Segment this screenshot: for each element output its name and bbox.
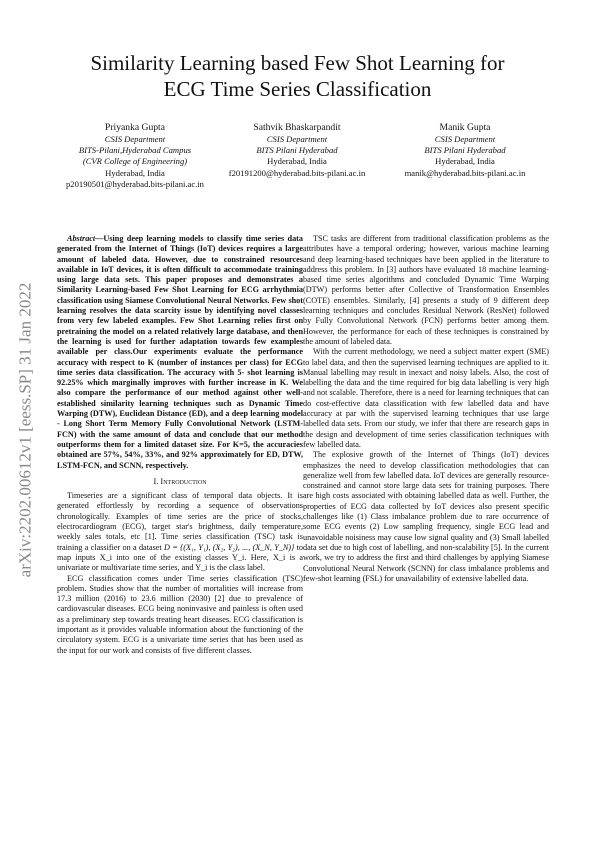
author-name: Sathvik Bhaskarpandit [253,122,341,133]
left-column [57,234,303,656]
arxiv-stamp-text: arXiv:2202.00612v1 [eess.SP] 31 Jan 2022 [15,282,34,578]
author-institution-2: (CVR College of Engineering) [82,156,188,167]
author-3 [370,122,560,179]
author-2 [202,122,392,179]
author-name: Manik Gupta [439,122,491,133]
intro-p1-text-b: to map inputs X_i into one of the existing classes Y_i. Here, X_i is a univariate or multivariate time series, and Y_i is the class label. [57,542,303,573]
author-institution: BITS Pilani Hyderabad [424,145,506,156]
paper-title [40,50,555,102]
title-line-2: ECG Time Series Classification [163,77,432,101]
author-institution: BITS Pilani Hyderabad [256,145,338,156]
dataset-equation: D = {(X₁, Y₁), (X₂, Y₂), ..., (X_N, Y_N)} [164,542,295,552]
author-city: Hyderabad, India [267,156,327,167]
section-heading-introduction: I. Introduction [153,476,207,486]
arxiv-stamp [10,220,40,640]
abstract [57,234,303,471]
author-dept: CSIS Department [434,134,496,144]
intro-paragraph-1 [57,491,303,573]
author-dept: CSIS Department [266,134,328,144]
right-paragraph-1: TSC tasks are different from traditional classification problems as the attributes have a temporal ordering; however, various machine learning and deep learning-based techniques have been applied in the literature to address this problem. In [3] authors have evaluated 18 machine learning-based time series algorithms and concluded Dynamic Time Warping (DTW) performs better after Collective of Transformation Ensembles (COTE) ensembles. Similarly, [4] presents a study of 9 different deep learning techniques and concludes Residual Network (ResNet) followed by Fully Convolutional Network (FCN) performs better among them. However, the performance for each of these techniques is constrained by the amount of labeled data. [303,234,549,346]
title-line-1: Similarity Learning based Few Shot Learning for [90,51,505,75]
abstract-label: Abstract [67,234,96,243]
author-institution: BITS-Pilani,Hyderabad Campus [78,145,192,156]
intro-paragraph-2: ECG classification comes under Time series classification (TSC) problem. Studies show that the number of mortalities will increase from 17.3 million (2016) to 23.6 million (2030) [2] due to prevalence of cardiovascular diseases. ECG being noninvasive and painless is often used as a preliminary step towards treating heart diseases. ECG classification is important as it provides valuable information about the functioning of the circulatory system. ECG is a univariate time series that has been used as the input for our work and consists of five different classes. [57,573,303,655]
author-email: p20190501@hyderabad.bits-pilani.ac.in [66,178,204,189]
right-paragraph-2: With the current methodology, we need a subject matter expert (SME) to label data, and then the supervised learning techniques are applied to it. Manual labelling may result in inexact and noisy labels. Also, the cost of labelling the data and the time required for big data labelling is very high and not scalable. Therefore, there is a need for learning techniques that can do cost-effective data classification with few labelled data and have accuracy at par with the supervised learning techniques that use large labelled data sets. From our study, we infer that there are research gaps in the design and development of time series classification techniques with few labelled data. [303,347,549,449]
author-name: Priyanka Gupta [105,122,165,133]
author-email: f20191200@hyderabad.bits-pilani.ac.in [228,167,366,178]
author-email: manik@hyderabad.bits-pilani.ac.in [404,167,526,178]
right-column [303,234,549,584]
right-paragraph-3: The explosive growth of the Internet of Things (IoT) devices emphasizes the need to develop classification methodologies that can generalize well from few labelled data. IoT devices are generally resource-constrained and cannot store large data sets for training purposes. There are high costs associated with obtaining labelled data as well. Further, the properties of ECG data collected by IoT devices also present specific challenges like (1) Class imbalance problem due to rare occurrence of some ECG events (2) Low sampling frequency, single ECG lead and unavoidable noisiness may cause low signal quality and (3) Small labelled data set due to high cost of labelling, and non-scalability [5]. In the current work, we try to address the first and third challenges by applying Siamese Convolutional Neural Network (SCNN) for class imbalance problems and few-shot learning (FSL) for unavailability of extensive labelled data. [303,450,549,583]
author-city: Hyderabad, India [435,156,495,167]
intro-p1-text-a: Timeseries are a significant class of temporal data objects. It is generated effortlessly by recording a sequence of observations chronologically. Examples of time series are the price of stocks, electrocardiogram (ECG), target star's brightness, daily temperature, weekly sales totals, etc [1]. Time series classification (TSC) task is training a classifier on a dataset [57,491,303,552]
abstract-text: —Using deep learning models to classify time series data generated from the Internet of Things (IoT) devices requires a large amount of labeled data. However, due to constrained resources available in IoT devices, it is often difficult to accommodate training using large data sets. This paper proposes and demonstrates a Similarity Learning-based Few Shot Learning for ECG arrhythmia classification using Siamese Convolutional Neural Networks. Few shot learning resolves the data scarcity issue by identifying novel classes from very few labeled examples. Few Shot Learning relies first on pretraining the model on a related relatively large database, and then the learning is used for further adaptation towards few examples available per class.Our experiments evaluate the performance accuracy with respect to K (number of instances per class) for ECG time series data classification. The accuracy with 5- shot learning is 92.25% which marginally improves with further increase in K. We also compare the performance of our method against other well-established similarity learning techniques such as Dynamic Time Warping (DTW), Euclidean Distance (ED), and a deep learning model - Long Short Term Memory Fully Convolutional Network (LSTM-FCN) with the same amount of data and conclude that our method outperforms them for a limited dataset size. For K=5, the accuracies obtained are 57%, 54%, 33%, and 92% approximately for ED, DTW, LSTM-FCN, and SCNN, respectively. [57,234,303,470]
author-city: Hyderabad, India [105,167,165,178]
author-dept: CSIS Department [104,134,166,144]
